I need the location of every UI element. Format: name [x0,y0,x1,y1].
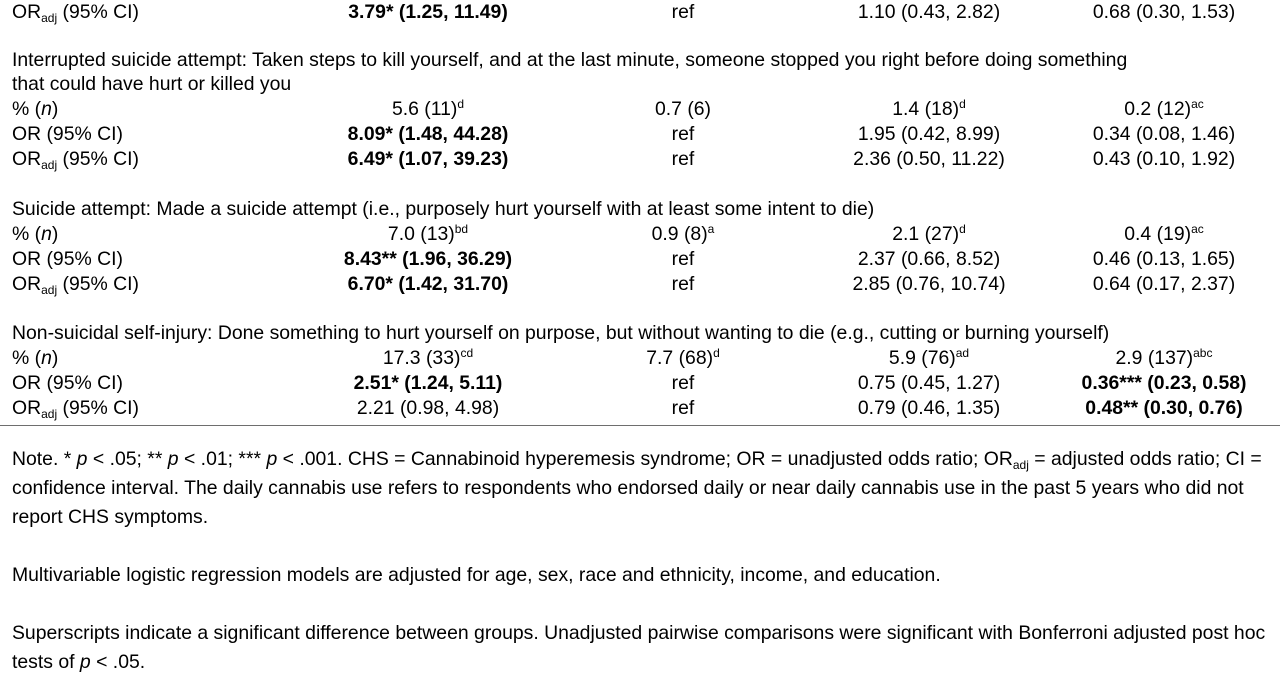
section-heading-interrupted: Interrupted suicide attempt: Taken steps to kill yourself, and at the last minute, someone stopped you right before doing something [12,49,1128,71]
section-heading-suicide-attempt: Suicide attempt: Made a suicide attempt (i.e., purposely hurt yourself with at least some intent to die) [12,198,875,220]
cell-chs: 7.0 $(13)^{bd}$ [387,222,469,245]
table-row-or [0,371,1280,396]
section-heading-interrupted-cont: that could have hurt or killed you [12,73,292,95]
cell-col4: 0.2 $(12)^{ac}$ [1124,97,1204,120]
row-label-or-adj: $OR_{adj}$ (95% CI) [12,1,139,25]
cell-chs: 3.79* (1.25, 11.49) [348,1,508,23]
cell-col4: 0.36*** (0.23, 0.58) [1081,372,1247,394]
row-label-or: OR (95% CI) [12,372,123,394]
cell-col4: 0.34 (0.08, 1.46) [1092,123,1236,145]
cell-col3: 0.75 (0.45, 1.27) [857,372,1001,394]
cell-daily: ref [671,273,695,295]
cell-col3: 1.10 (0.43, 2.82) [857,1,1001,23]
row-label-pct: % (n) [12,223,59,245]
cell-col4: 0.68 (0.30, 1.53) [1092,1,1236,23]
cell-col3: 1.95 (0.42, 8.99) [857,123,1001,145]
table-row-pct [0,346,1280,371]
cell-col3: 5.9 $(76)^{ad}$ [888,346,970,369]
cell-chs: 6.49* (1.07, 39.23) [347,148,509,170]
cell-chs: 8.09* (1.48, 44.28) [347,123,509,145]
table-row-pct [0,222,1280,247]
row-label-or: OR (95% CI) [12,248,123,270]
cell-chs: 2.51* (1.24, 5.11) [353,372,503,394]
table-row-pct [0,97,1280,122]
table-row-or [0,247,1280,272]
row-label-or-adj: $OR_{adj}$ (95% CI) [12,273,139,297]
row-label-pct: % (n) [12,347,59,369]
cell-daily: ref [671,372,695,394]
row-label-or: OR (95% CI) [12,123,123,145]
cell-daily: 7.7 $(68)^d$ [646,346,720,369]
cell-col4: 2.9 $(137)^{abc}$ [1115,346,1213,369]
cell-col4: 0.43 (0.10, 1.92) [1092,148,1236,170]
row-label-pct: % (n) [12,98,59,120]
cell-col3: 2.37 (0.66, 8.52) [857,248,1001,270]
cell-daily: ref [671,397,695,419]
cell-daily: ref [671,248,695,270]
cell-col3: 2.85 (0.76, 10.74) [852,273,1006,295]
cell-col4: 0.46 (0.13, 1.65) [1092,248,1236,270]
cell-daily: ref [671,148,695,170]
cell-chs: 17.3 $(33)^{cd}$ [382,346,474,369]
cell-col3: 1.4 $(18)^d$ [892,97,966,120]
cell-col3: 2.1 $(27)^d$ [892,222,966,245]
cell-chs: 6.70* (1.42, 31.70) [347,273,509,295]
section-heading-nssi: Non-suicidal self-injury: Done something to hurt yourself on purpose, but without wanting to die (e.g., cutting or burning yourself) [12,322,1110,344]
model-adjustment-note: Multivariable logistic regression models are adjusted for age, sex, race and ethnicity, income, and education. [12,564,941,586]
table-row-or [0,122,1280,147]
table-note: Note. * p < .05; ** p < .01; *** p < .001. CHS = Cannabinoid hyperemesis syndrome; OR = unadjusted odds ratio; $OR_{adj}$ = adjusted odds ratio; CI = confidence interval. The daily cannabis use refers to respondents who endorsed daily or near daily cannabis use in the past 5 years who did not report CHS symptoms. [12,448,1262,528]
cell-col4: 0.48** (0.30, 0.76) [1085,397,1243,419]
row-label-or-adj: $OR_{adj}$ (95% CI) [12,148,139,172]
cell-col3: 2.36 (0.50, 11.22) [853,148,1005,170]
cell-daily: 0.7 (6) [654,98,712,120]
table-row-or-adj [0,272,1280,297]
superscript-note: Superscripts indicate a significant difference between groups. Unadjusted pairwise comparisons were significant with Bonferroni adjusted post hoc tests of p < .05. [12,622,1266,673]
table-bottom-rule [0,425,1280,426]
table-row-or-adj [0,147,1280,172]
cell-col4: 0.4 $(19)^{ac}$ [1124,222,1204,245]
cell-daily: ref [671,123,695,145]
table-row-top-or-adj [0,0,1280,25]
table-row-or-adj [0,396,1280,421]
cell-col4: 0.64 (0.17, 2.37) [1092,273,1236,295]
cell-chs: 2.21 (0.98, 4.98) [356,397,500,419]
cell-daily: 0.9 $(8)^a$ [651,222,715,245]
cell-daily: ref [671,1,695,23]
row-label-or-adj: $OR_{adj}$ (95% CI) [12,397,139,421]
cell-chs: 8.43** (1.96, 36.29) [343,248,513,270]
cell-chs: 5.6 $(11)^d$ [391,97,465,120]
cell-col3: 0.79 (0.46, 1.35) [857,397,1001,419]
